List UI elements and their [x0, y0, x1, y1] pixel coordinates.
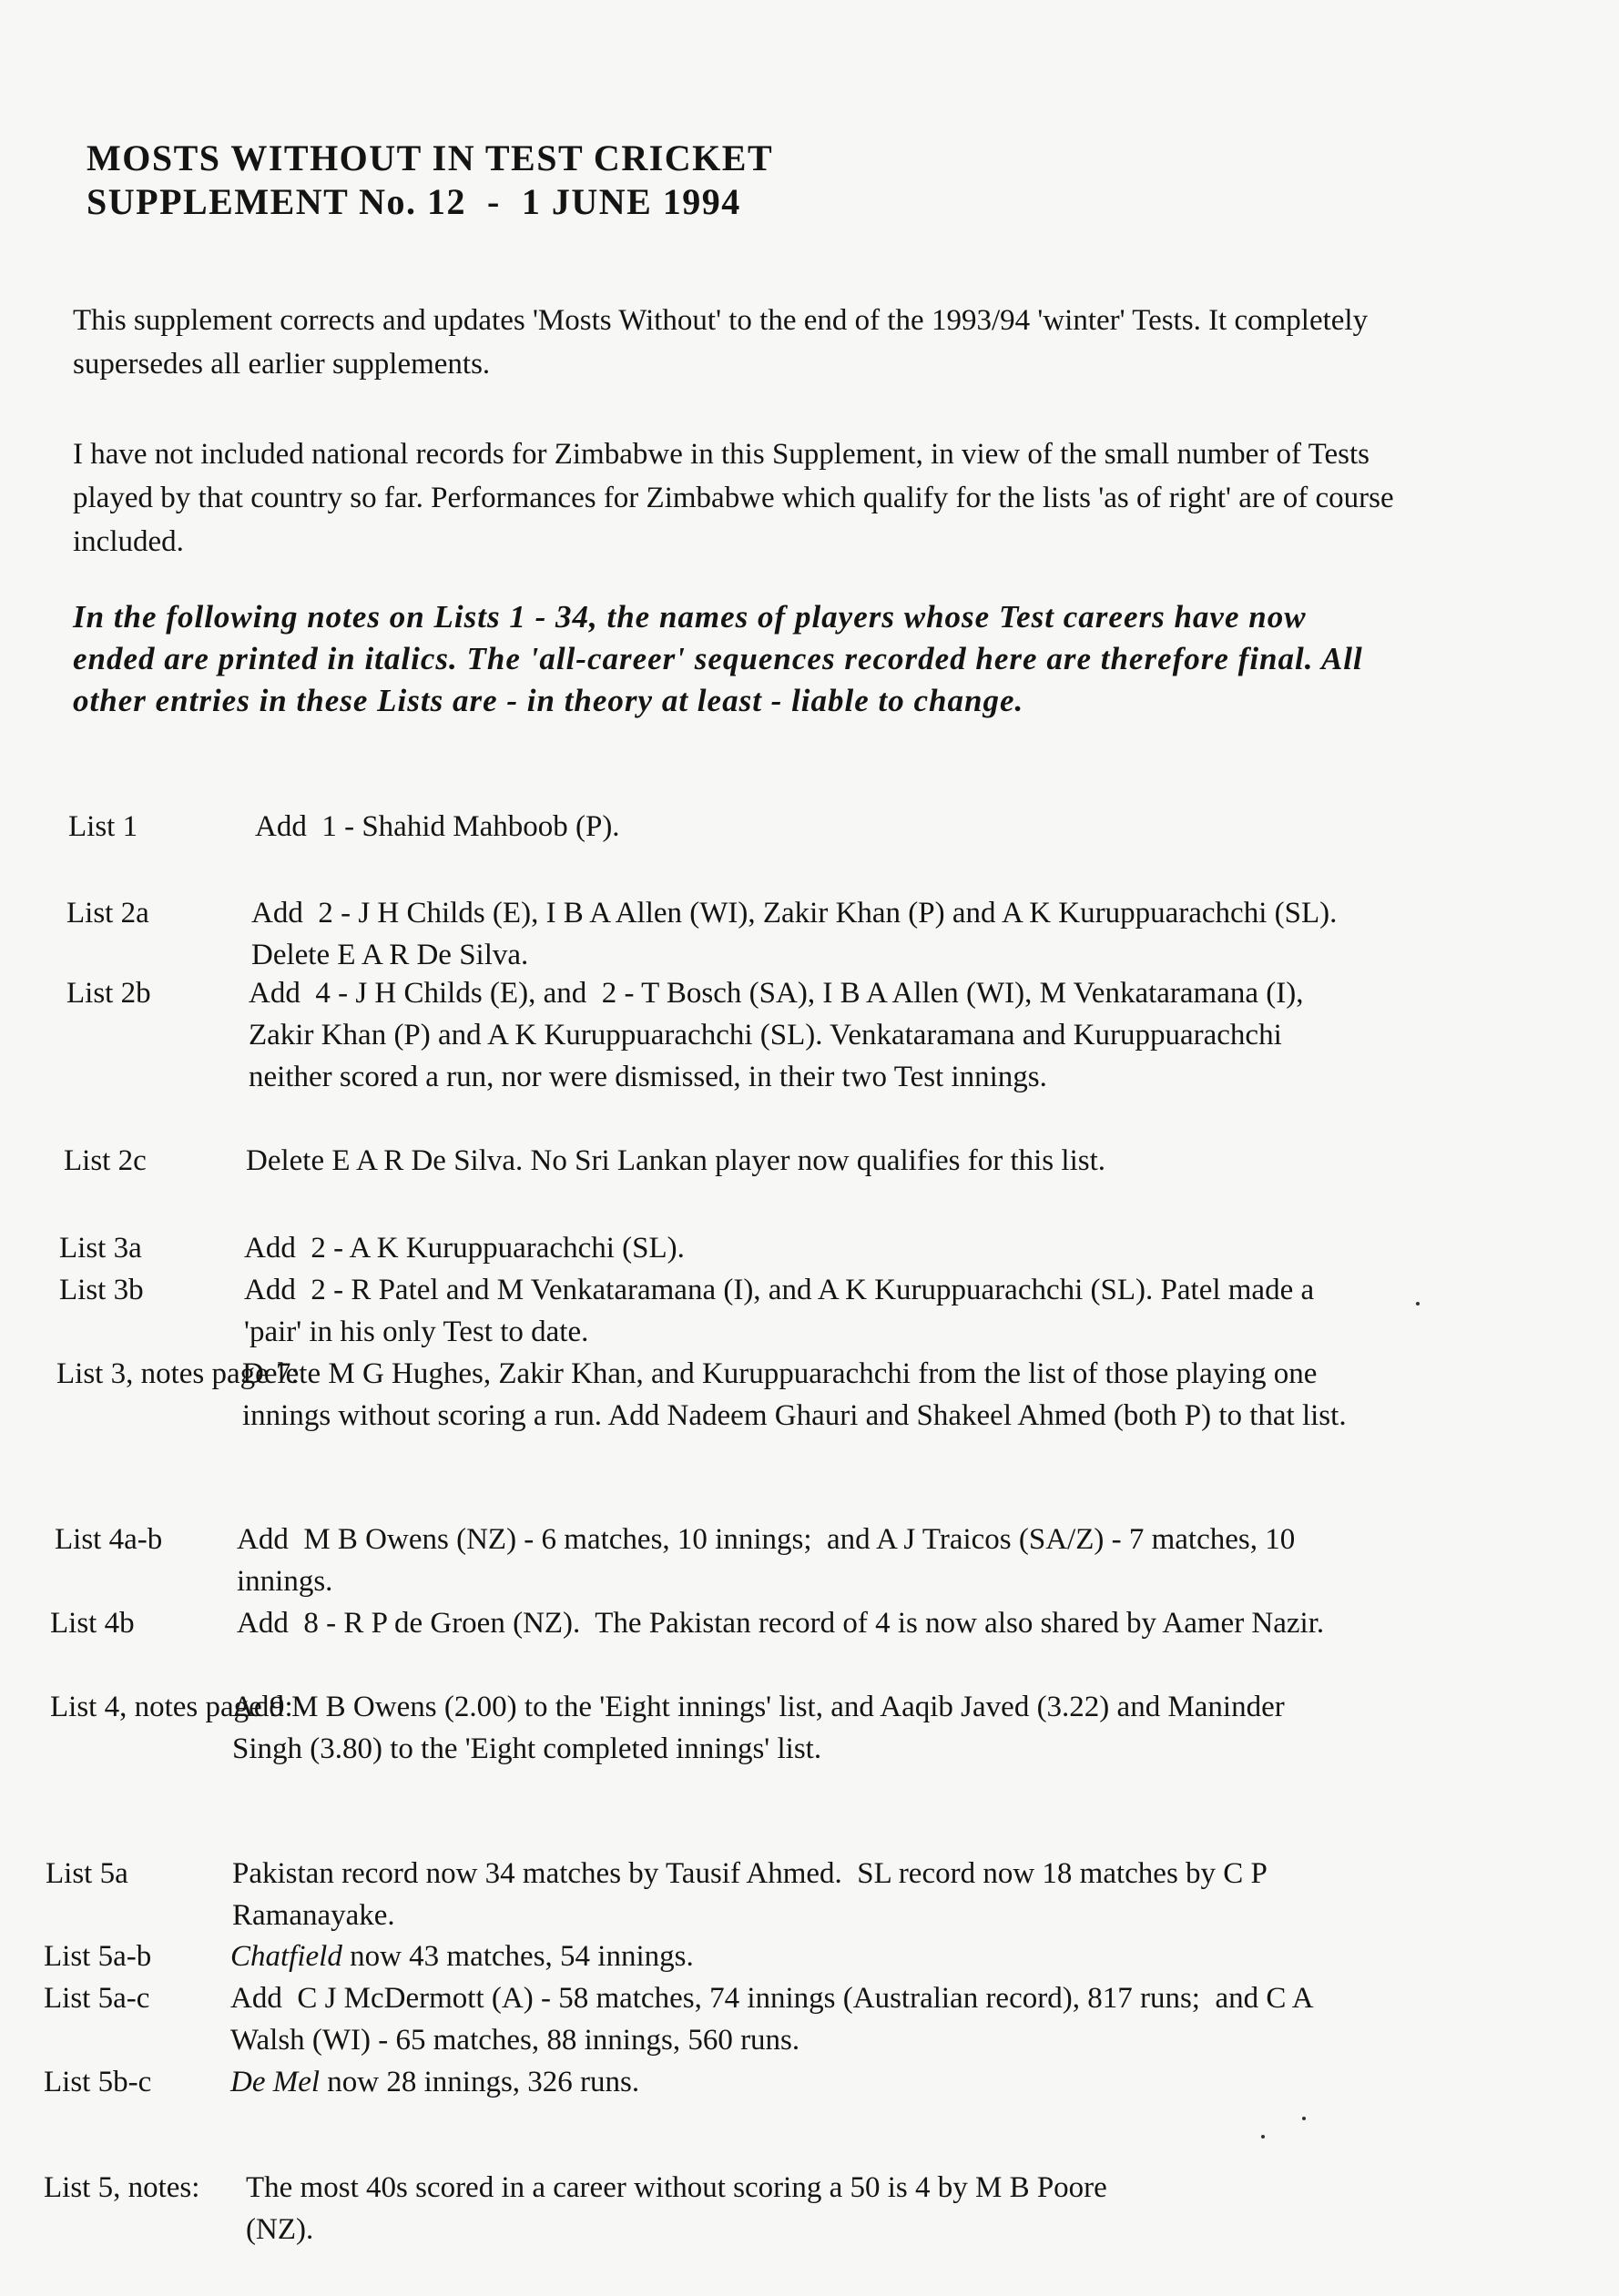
list-text: Add M B Owens (2.00) to the 'Eight innings' list, and Aaqib Javed (3.22) and Maninder Singh (3.80) to the 'Eight completed innings' list. [232, 1691, 1292, 1765]
list-label: List 1 [68, 810, 138, 843]
list-label: List 4a-b [55, 1523, 163, 1556]
speck-mark [1261, 2135, 1265, 2139]
list-text [230, 2061, 1359, 2103]
list-label: List 2b [66, 977, 151, 1010]
list-label: List 5a-c [44, 1982, 150, 2015]
list-text: The most 40s scored in a career without scoring a 50 is 4 by M B Poore (NZ). [246, 2171, 1115, 2246]
list-label: List 5, notes: [44, 2171, 200, 2204]
list-label: List 3a [59, 1232, 142, 1265]
list-label: List 3, notes page 7: [56, 1357, 300, 1390]
list-text-rest: now 28 innings, 326 runs. [320, 2066, 640, 2098]
intro-paragraph-1: This supplement corrects and updates 'Mosts Without' to the end of the 1993/94 'winter' Tests. It completely supersedes all earlier supplements. [73, 304, 1369, 381]
list-label: List 2a [66, 897, 149, 930]
list-text: Delete M G Hughes, Zakir Khan, and Kuruppuarachchi from the list of those playing one innings without scoring a run. Add Nadeem Ghauri and Shakeel Ahmed (both P) to that list. [242, 1357, 1347, 1432]
list-label: List 5b-c [44, 2066, 152, 2098]
speck-mark [1416, 1302, 1420, 1305]
intro-paragraph-3: In the following notes on Lists 1 - 34, the names of players whose Test careers have now ended are printed in italics. The 'all-career' sequences recorded here are therefore final. All other entries in these Lists are - in theory at least - liable to change. [73, 599, 1363, 718]
list-label: List 2c [64, 1144, 147, 1177]
speck-mark [1302, 2117, 1306, 2120]
list-text: Add 4 - J H Childs (E), and 2 - T Bosch (SA), I B A Allen (WI), M Venkataramana (I), Zakir Khan (P) and A K Kuruppuarachchi (SL). Venkataramana and Kuruppuarachchi neither scored a run, nor were dismissed, in their two Test innings. [249, 977, 1311, 1093]
list-text: Add 2 - A K Kuruppuarachchi (SL). [244, 1232, 685, 1265]
title-line-1: MOSTS WITHOUT IN TEST CRICKET [87, 137, 774, 178]
list-text: Add 2 - J H Childs (E), I B A Allen (WI), Zakir Khan (P) and A K Kuruppuarachchi (SL). Delete E A R De Silva. [251, 897, 1345, 971]
list-text: Pakistan record now 34 matches by Tausif Ahmed. SL record now 18 matches by C P Ramanayake. [232, 1857, 1274, 1932]
list-label: List 4b [50, 1607, 135, 1640]
list-text: Add C J McDermott (A) - 58 matches, 74 innings (Australian record), 817 runs; and C A Walsh (WI) - 65 matches, 88 innings, 560 runs. [230, 1982, 1319, 2057]
list-label: List 5a [46, 1857, 128, 1890]
list-text: Add 2 - R Patel and M Venkataramana (I), and A K Kuruppuarachchi (SL). Patel made a 'pair' in his only Test to date. [244, 1274, 1322, 1348]
list-label: List 4, notes page 9: [50, 1691, 293, 1723]
page-title [87, 137, 773, 224]
list-label: List 5a-b [44, 1940, 152, 1973]
list-text: Add 1 - Shahid Mahboob (P). [255, 810, 620, 843]
title-line-2: SUPPLEMENT No. 12 - 1 JUNE 1994 [87, 181, 741, 222]
retired-player-name: De Mel [230, 2066, 321, 2098]
list-text: Add 8 - R P de Groen (NZ). The Pakistan record of 4 is now also shared by Aamer Nazir. [237, 1607, 1325, 1640]
list-text [230, 1935, 1359, 1977]
intro-paragraph-2: I have not included national records for Zimbabwe in this Supplement, in view of the small number of Tests played by that country so far. Performances for Zimbabwe which qualify for the lists 'as of right' are of course included. [73, 438, 1394, 558]
list-text: Add M B Owens (NZ) - 6 matches, 10 innings; and A J Traicos (SA/Z) - 7 matches, 10 innings. [237, 1523, 1303, 1598]
list-text: Delete E A R De Silva. No Sri Lankan player now qualifies for this list. [246, 1144, 1105, 1177]
list-text-rest: now 43 matches, 54 innings. [341, 1940, 694, 1973]
retired-player-name: Chatfield [230, 1940, 342, 1973]
list-label: List 3b [59, 1274, 144, 1306]
